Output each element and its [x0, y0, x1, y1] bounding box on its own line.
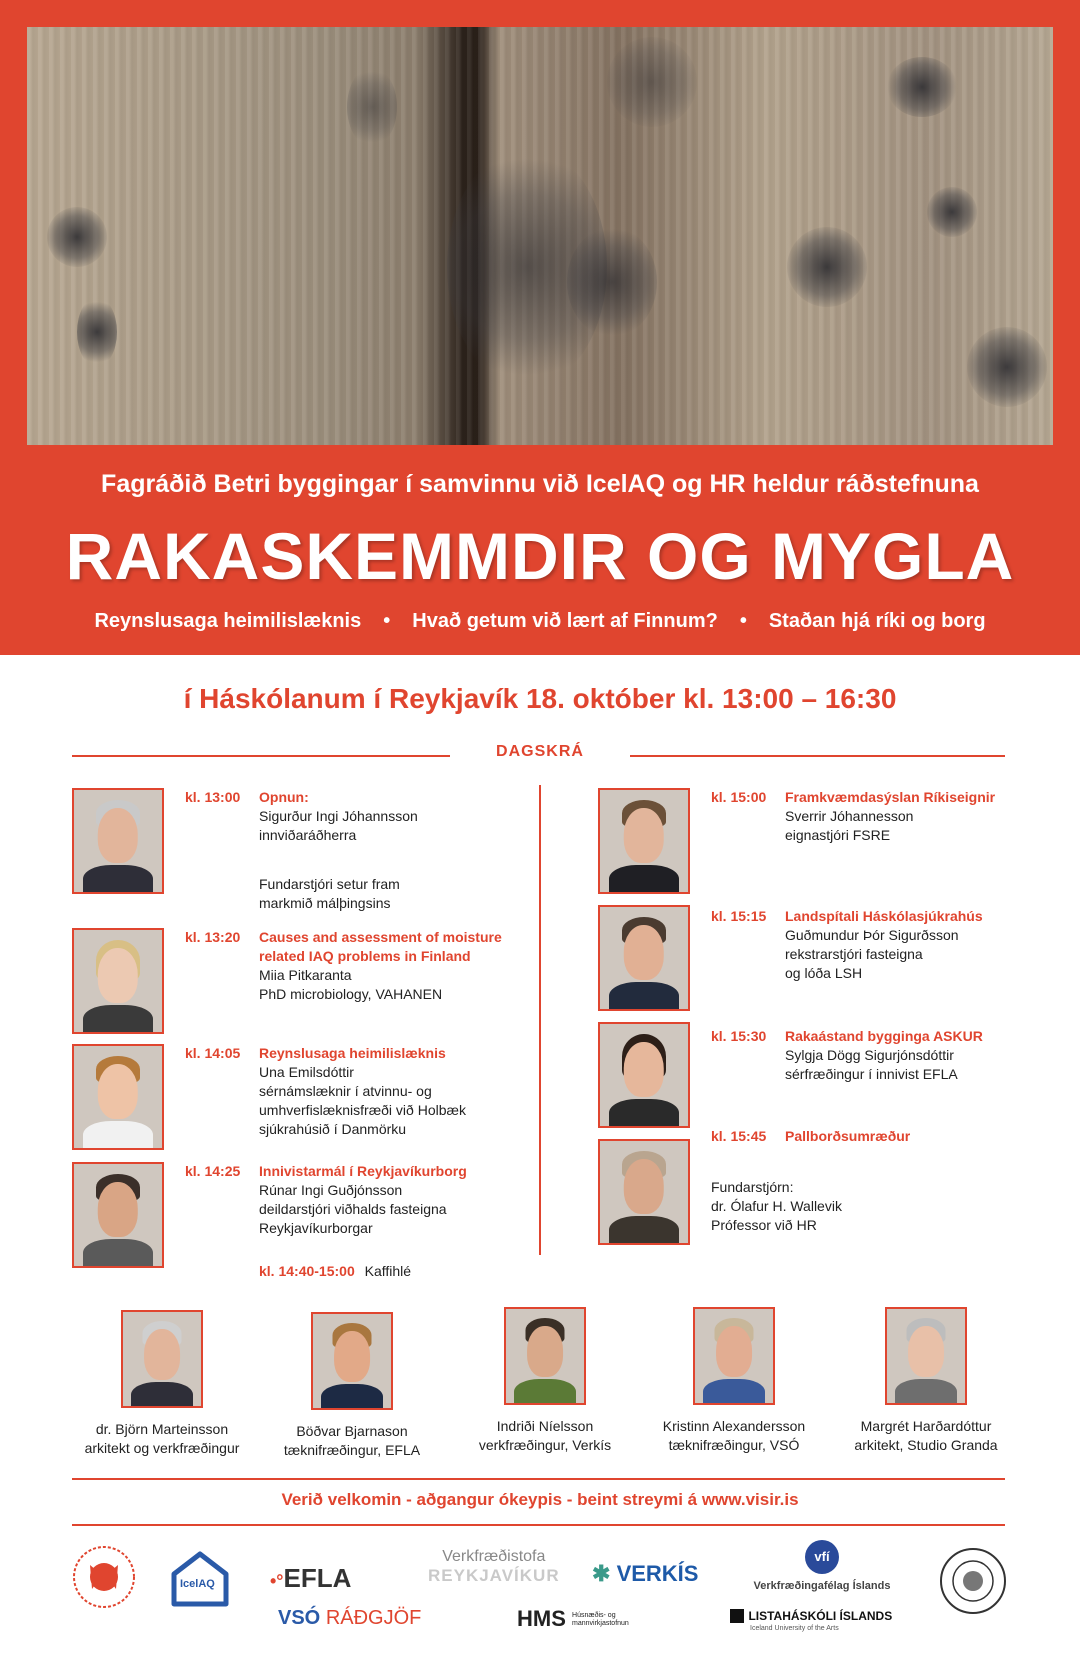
speaker-title: rekstrarstjóri fasteigna [785, 946, 923, 962]
haskoli-islands-seal [938, 1546, 1008, 1616]
speaker-title: sjúkrahúsið í Danmörku [259, 1121, 407, 1137]
speaker-name: Guðmundur Þór Sigurðsson [785, 927, 959, 943]
speaker-name: Miia Pitkaranta [259, 967, 352, 983]
panelist [836, 1307, 1016, 1455]
verkfraedistofa-logo [428, 1548, 560, 1586]
agenda-topic: Causes and assessment of moisture related IAQ problems in Finland [259, 929, 502, 964]
agenda-topic: Innivistarmál í Reykjavíkurborg [259, 1163, 467, 1179]
radgjof-text: RÁÐGJÖF [325, 1607, 422, 1629]
panelist-name: Margrét Harðardóttur [860, 1418, 992, 1434]
speaker-title: PhD microbiology, VAHANEN [259, 986, 443, 1002]
agenda-time: kl. 15:30 [711, 1028, 767, 1044]
speaker-title: sérfræðingur í innivist EFLA [785, 1066, 958, 1082]
agenda-topic: Framkvæmdasýslan Ríkiseignir [785, 789, 996, 805]
iceiaq-logo [170, 1550, 230, 1608]
bullet-separator: • [739, 610, 747, 632]
moderator-title: Prófessor við HR [711, 1217, 817, 1233]
agenda-topic: Landspítali Háskólasjúkrahús [785, 908, 983, 924]
panelist-photo [693, 1307, 775, 1405]
vfi-emblem: vfí [805, 1540, 839, 1574]
hms-subtext: Húsnæðis- og mannvirkjastofnun [572, 1612, 629, 1628]
panelist-name: Böðvar Bjarnason [296, 1423, 408, 1439]
moderator-name: dr. Ólafur H. Wallevik [711, 1198, 842, 1214]
speaker-photo [598, 1139, 690, 1245]
speaker-title: Reykjavíkurborgar [259, 1220, 373, 1236]
agenda-note: markmið málþingsins [259, 895, 391, 911]
panelist-name: Indriði Níelsson [496, 1418, 594, 1434]
panelist-photo [504, 1307, 586, 1405]
panelist-photo [311, 1312, 393, 1410]
agenda-time: kl. 14:25 [185, 1163, 241, 1179]
speaker-photo [72, 1044, 164, 1150]
speaker-title: innviðaráðherra [259, 827, 357, 843]
panelist-name: Kristinn Alexandersson [662, 1418, 806, 1434]
panelist [262, 1312, 442, 1460]
conference-subtitle: Fagráðið Betri byggingar í samvinnu við IcelAQ og HR heldur ráðstefnuna [101, 470, 979, 498]
hr-university-logo [72, 1545, 136, 1609]
panelist-role: tæknifræðingur, VSÓ [668, 1437, 800, 1453]
verkis-logo: ✱ VERKÍS [592, 1561, 699, 1586]
venue-date: í Háskólanum í Reykjavík 18. október kl. 13:00 – 16:30 [183, 683, 897, 714]
topic-item: Reynslusaga heimilislæknis [94, 610, 362, 632]
reykjavikur-text: REYKJAVÍKUR [428, 1566, 560, 1585]
agenda-time: kl. 15:00 [711, 789, 767, 805]
speaker-photo [72, 928, 164, 1034]
agenda-time: kl. 13:00 [185, 789, 241, 805]
welcome-line: Verið velkomin - aðgangur ókeypis - beint streymi á www.visir.is [281, 1490, 799, 1509]
speaker-title: sérnámslæknir í atvinnu- og [259, 1083, 432, 1099]
panelist-name: dr. Björn Marteinsson [95, 1421, 229, 1437]
panelist-role: tæknifræðingur, EFLA [283, 1442, 421, 1458]
iceiaq-text: IcelAQ [180, 1578, 215, 1590]
vfi-logo [742, 1540, 902, 1592]
panelist-photo [885, 1307, 967, 1405]
panelist-role: verkfræðingur, Verkís [478, 1437, 612, 1453]
topic-item: Hvað getum við lært af Finnum? [412, 610, 718, 632]
speaker-name: Sigurður Ingi Jóhannsson [259, 808, 418, 824]
panelist-role: arkitekt og verkfræðingur [84, 1440, 240, 1456]
speaker-photo [598, 1022, 690, 1128]
agenda-time: kl. 15:15 [711, 908, 767, 924]
conference-title: RAKASKEMMDIR OG MYGLA [65, 519, 1015, 593]
coffee-label: Kaffihlé [364, 1263, 412, 1279]
speaker-name: Rúnar Ingi Guðjónsson [259, 1182, 403, 1198]
bullet-separator: • [383, 610, 391, 632]
divider [72, 1478, 1005, 1480]
speaker-title: eignastjóri FSRE [785, 827, 891, 843]
panelist-role: arkitekt, Studio Granda [854, 1437, 998, 1453]
lhi-text: LISTAHÁSKÓLI ÍSLANDS [748, 1608, 893, 1623]
agenda-topic: Pallborðsumræður [785, 1128, 911, 1144]
efla-text: EFLA [283, 1563, 352, 1593]
panelist-photo [121, 1310, 203, 1408]
hms-logo [517, 1606, 648, 1632]
speaker-photo [72, 1162, 164, 1268]
speaker-title: umhverfislæknisfræði við Holbæk [259, 1102, 466, 1118]
agenda-topic: Rakaástand bygginga ASKUR [785, 1028, 983, 1044]
speaker-name: Una Emilsdóttir [259, 1064, 354, 1080]
speaker-photo [72, 788, 164, 894]
agenda-topic: Reynslusaga heimilislæknis [259, 1045, 446, 1061]
divider [72, 1524, 1005, 1526]
agenda-note: Fundarstjóri setur fram [259, 876, 400, 892]
panelist [644, 1307, 824, 1455]
speaker-photo [598, 905, 690, 1011]
speaker-title: deildarstjóri viðhalds fasteigna [259, 1201, 447, 1217]
vso-text: VSÓ [278, 1607, 321, 1629]
agenda-time: kl. 14:05 [185, 1045, 241, 1061]
verkis-text: VERKÍS [616, 1561, 699, 1586]
agenda-time: kl. 13:20 [185, 929, 241, 945]
topic-list [0, 610, 1080, 633]
column-divider [539, 785, 541, 1255]
speaker-photo [598, 788, 690, 894]
lhi-subtext: Iceland University of the Arts [750, 1625, 839, 1632]
speaker-title: og lóða LSH [785, 965, 863, 981]
efla-logo: •°EFLA [270, 1563, 352, 1593]
agenda-time: kl. 14:40-15:00 [259, 1263, 355, 1279]
agenda-heading: DAGSKRÁ [496, 743, 584, 760]
coffee-break [259, 1262, 559, 1281]
vso-radgjof-logo [278, 1607, 421, 1630]
listahaskoli-logo [730, 1607, 892, 1632]
agenda-topic: Opnun: [259, 789, 309, 805]
speaker-name: Sverrir Jóhannesson [785, 808, 914, 824]
divider [630, 755, 1005, 757]
topic-item: Staðan hjá ríki og borg [768, 610, 986, 632]
panelist [455, 1307, 635, 1455]
moderator-label: Fundarstjórn: [711, 1179, 794, 1195]
panelist [72, 1310, 252, 1458]
vfi-text: Verkfræðingafélag Íslands [753, 1580, 891, 1592]
speaker-name: Sylgja Dögg Sigurjónsdóttir [785, 1047, 954, 1063]
hms-text: HMS [517, 1606, 566, 1631]
agenda-time: kl. 15:45 [711, 1128, 767, 1144]
verkfraedistofa-text: Verkfræðistofa [442, 1548, 546, 1565]
header-banner [0, 0, 1080, 655]
mold-wood-photo [27, 27, 1053, 445]
